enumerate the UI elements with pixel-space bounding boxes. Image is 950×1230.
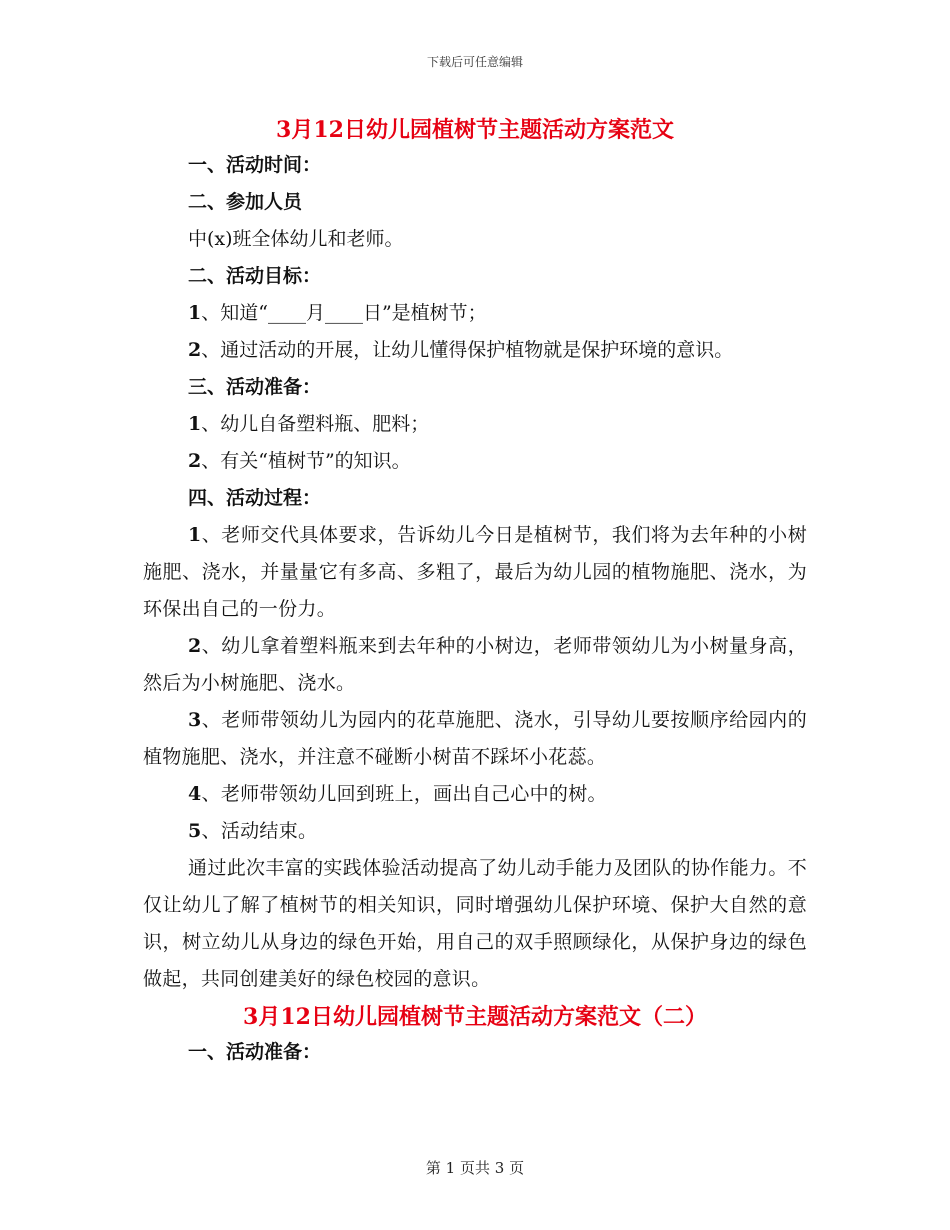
page-header-note: 下载后可任意编辑 [426,55,523,69]
second-document-title: 3月12日幼儿园植树节主题活动方案范文（二） [243,1004,707,1030]
process-item [143,776,807,813]
item-number: 5 [188,820,202,842]
item-text: 、老师带领幼儿为园内的花草施肥、浇水，引导幼儿要按顺序给园内的植物施肥、浇水，并注意不碰断小树苗不踩坏小花蕊。 [143,709,807,768]
page-footer-number: 第 1 页共 3 页 [425,1159,525,1177]
item-number: 3 [188,709,202,731]
item-number: 2 [188,450,202,472]
document-title: 3月12日幼儿园植树节主题活动方案范文 [276,117,674,143]
item-number: 2 [188,339,202,361]
item-number: 4 [188,783,202,805]
prep-item [143,406,807,443]
item-number: 2 [188,635,202,657]
item-text: 、幼儿拿着塑料瓶来到去年种的小树边，老师带领幼儿为小树量身高，然后为小树施肥、浇水。 [143,635,807,694]
summary-paragraph: 通过此次丰富的实践体验活动提高了幼儿动手能力及团队的协作能力。不仅让幼儿了解了植树节的相关知识，同时增强幼儿保护环境、保护大自然的意识，树立幼儿从身边的绿色开始，用自己的双手照顾绿化，从保护身边的绿色做起，共同创建美好的绿色校园的意识。 [143,857,807,990]
section-heading-participants: 二、参加人员 [188,191,303,213]
item-text: 、有关“植树节”的知识。 [201,450,411,472]
goal-item [143,332,807,369]
item-text: 、老师带领幼儿回到班上，画出自己心中的树。 [201,783,607,805]
document-body [143,113,807,1071]
section-heading-process: 四、活动过程： [188,487,322,509]
item-number: 1 [188,413,202,435]
item-text: 、幼儿自备塑料瓶、肥料； [201,413,430,435]
item-text: 、活动结束。 [201,820,318,842]
item-text: 、通过活动的开展，让幼儿懂得保护植物就是保护环境的意识。 [201,339,734,361]
section-heading-goals: 二、活动目标： [188,265,322,287]
item-text: 、知道“____月____日”是植树节； [201,302,487,324]
item-number: 1 [188,302,202,324]
item-number: 1 [188,524,202,546]
goal-item [143,295,807,332]
process-item [143,813,807,850]
process-item [143,628,807,702]
prep-item [143,443,807,480]
process-item [143,517,807,628]
process-item [143,702,807,776]
participants-text: 中(x)班全体幼儿和老师。 [188,228,404,250]
section-heading-preparation: 三、活动准备： [188,376,322,398]
item-text: 、老师交代具体要求，告诉幼儿今日是植树节，我们将为去年种的小树施肥、浇水，并量量它有多高、多粗了，最后为幼儿园的植物施肥、浇水，为环保出自己的一份力。 [143,524,807,620]
section-heading-time: 一、活动时间： [188,154,322,176]
section-heading-second-preparation: 一、活动准备： [188,1041,322,1063]
